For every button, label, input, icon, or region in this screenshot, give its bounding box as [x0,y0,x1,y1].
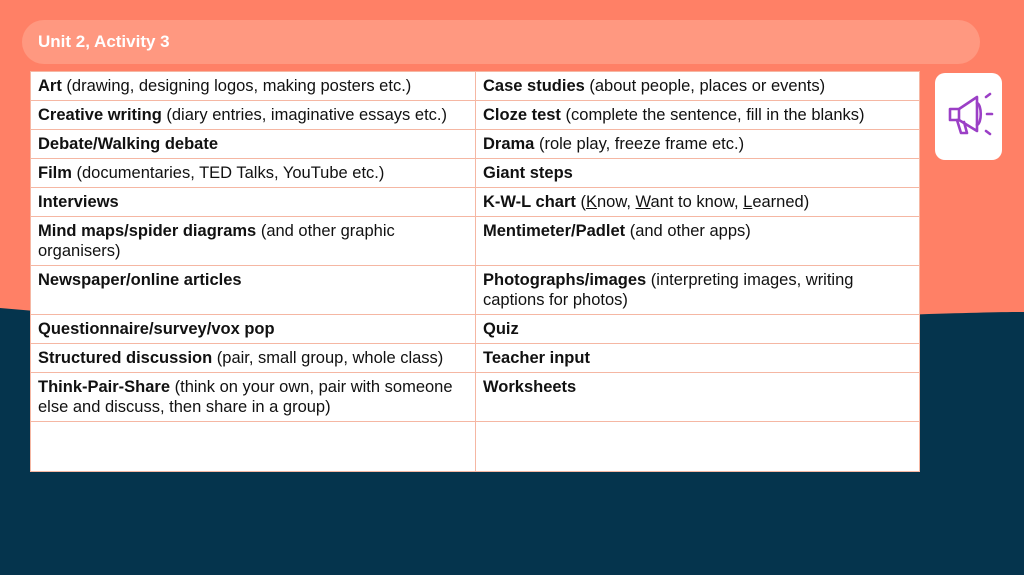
table-cell [31,217,476,266]
table-row [31,344,920,373]
activities-table [30,71,920,472]
activity-description: (drawing, designing logos, making posters etc.) [61,77,412,95]
activity-description: ( [575,193,586,211]
table-row [31,217,920,266]
table-cell [31,344,476,373]
table-cell [31,266,476,315]
table-row [31,266,920,315]
activity-description: (complete the sentence, fill in the blanks) [560,106,865,124]
activity-name: Case studies [483,77,585,95]
activity-description: (documentaries, TED Talks, YouTube etc.) [71,164,385,182]
table-row [31,159,920,188]
table-cell [476,344,920,373]
underlined-letter: K [585,193,597,211]
table-row [31,130,920,159]
table-cell [476,130,920,159]
table-row [31,72,920,101]
table-cell [476,373,920,422]
table-cell [31,101,476,130]
activity-name: Interviews [38,193,119,211]
activity-description: (and other graphic organisers) [38,222,395,260]
activity-name: Art [38,77,62,95]
table-body [31,72,920,472]
activity-name: Drama [483,135,535,153]
activity-name: Teacher input [483,349,590,367]
activity-description: earned) [752,193,810,211]
title-bar [22,20,980,64]
table-cell [31,188,476,217]
table-row [31,188,920,217]
underlined-letter: L [743,193,753,211]
activity-name: Mentimeter/Padlet [483,222,626,240]
activity-name: Worksheets [483,378,577,396]
page-title: Unit 2, Activity 3 [38,32,170,51]
table-cell [31,130,476,159]
table-cell [476,315,920,344]
table-cell [31,373,476,422]
table-cell [476,266,920,315]
activity-name: Think-Pair-Share [38,378,171,396]
table-cell [31,315,476,344]
table-cell [31,422,476,472]
activity-description: (role play, freeze frame etc.) [534,135,745,153]
activity-description: (interpreting images, writing captions for photos) [483,271,854,309]
activity-name: Newspaper/online articles [38,271,242,289]
activity-name: Film [38,164,72,182]
megaphone-icon [945,89,997,141]
activity-description: (think on your own, pair with someone else and discuss, then share in a group) [38,378,453,416]
activity-name: Mind maps/spider diagrams [38,222,257,240]
activity-description: ant to know, [650,193,744,211]
activity-name: Giant steps [483,164,573,182]
table-cell [476,72,920,101]
icon-card [935,73,1002,160]
table-cell [476,188,920,217]
activity-name: Photographs/images [483,271,647,289]
table-row [31,373,920,422]
table-row [31,101,920,130]
table-row [31,315,920,344]
activity-description: (and other apps) [625,222,751,240]
underlined-letter: W [635,193,651,211]
table-cell [476,101,920,130]
activity-name: Structured discussion [38,349,213,367]
activity-description: (diary entries, imaginative essays etc.) [161,106,447,124]
activity-name: Creative writing [38,106,162,124]
activity-description: now, [596,193,636,211]
table-row [31,422,920,472]
table-cell [476,217,920,266]
activity-name: Cloze test [483,106,561,124]
activity-name: K-W-L chart [483,193,576,211]
table-cell [476,159,920,188]
table-cell [476,422,920,472]
activity-name: Debate/Walking debate [38,135,219,153]
activity-description: (pair, small group, whole class) [212,349,444,367]
activity-name: Quiz [483,320,519,338]
activity-name: Questionnaire/survey/vox pop [38,320,275,338]
table-cell [31,72,476,101]
activity-description: (about people, places or events) [584,77,826,95]
table-cell [31,159,476,188]
